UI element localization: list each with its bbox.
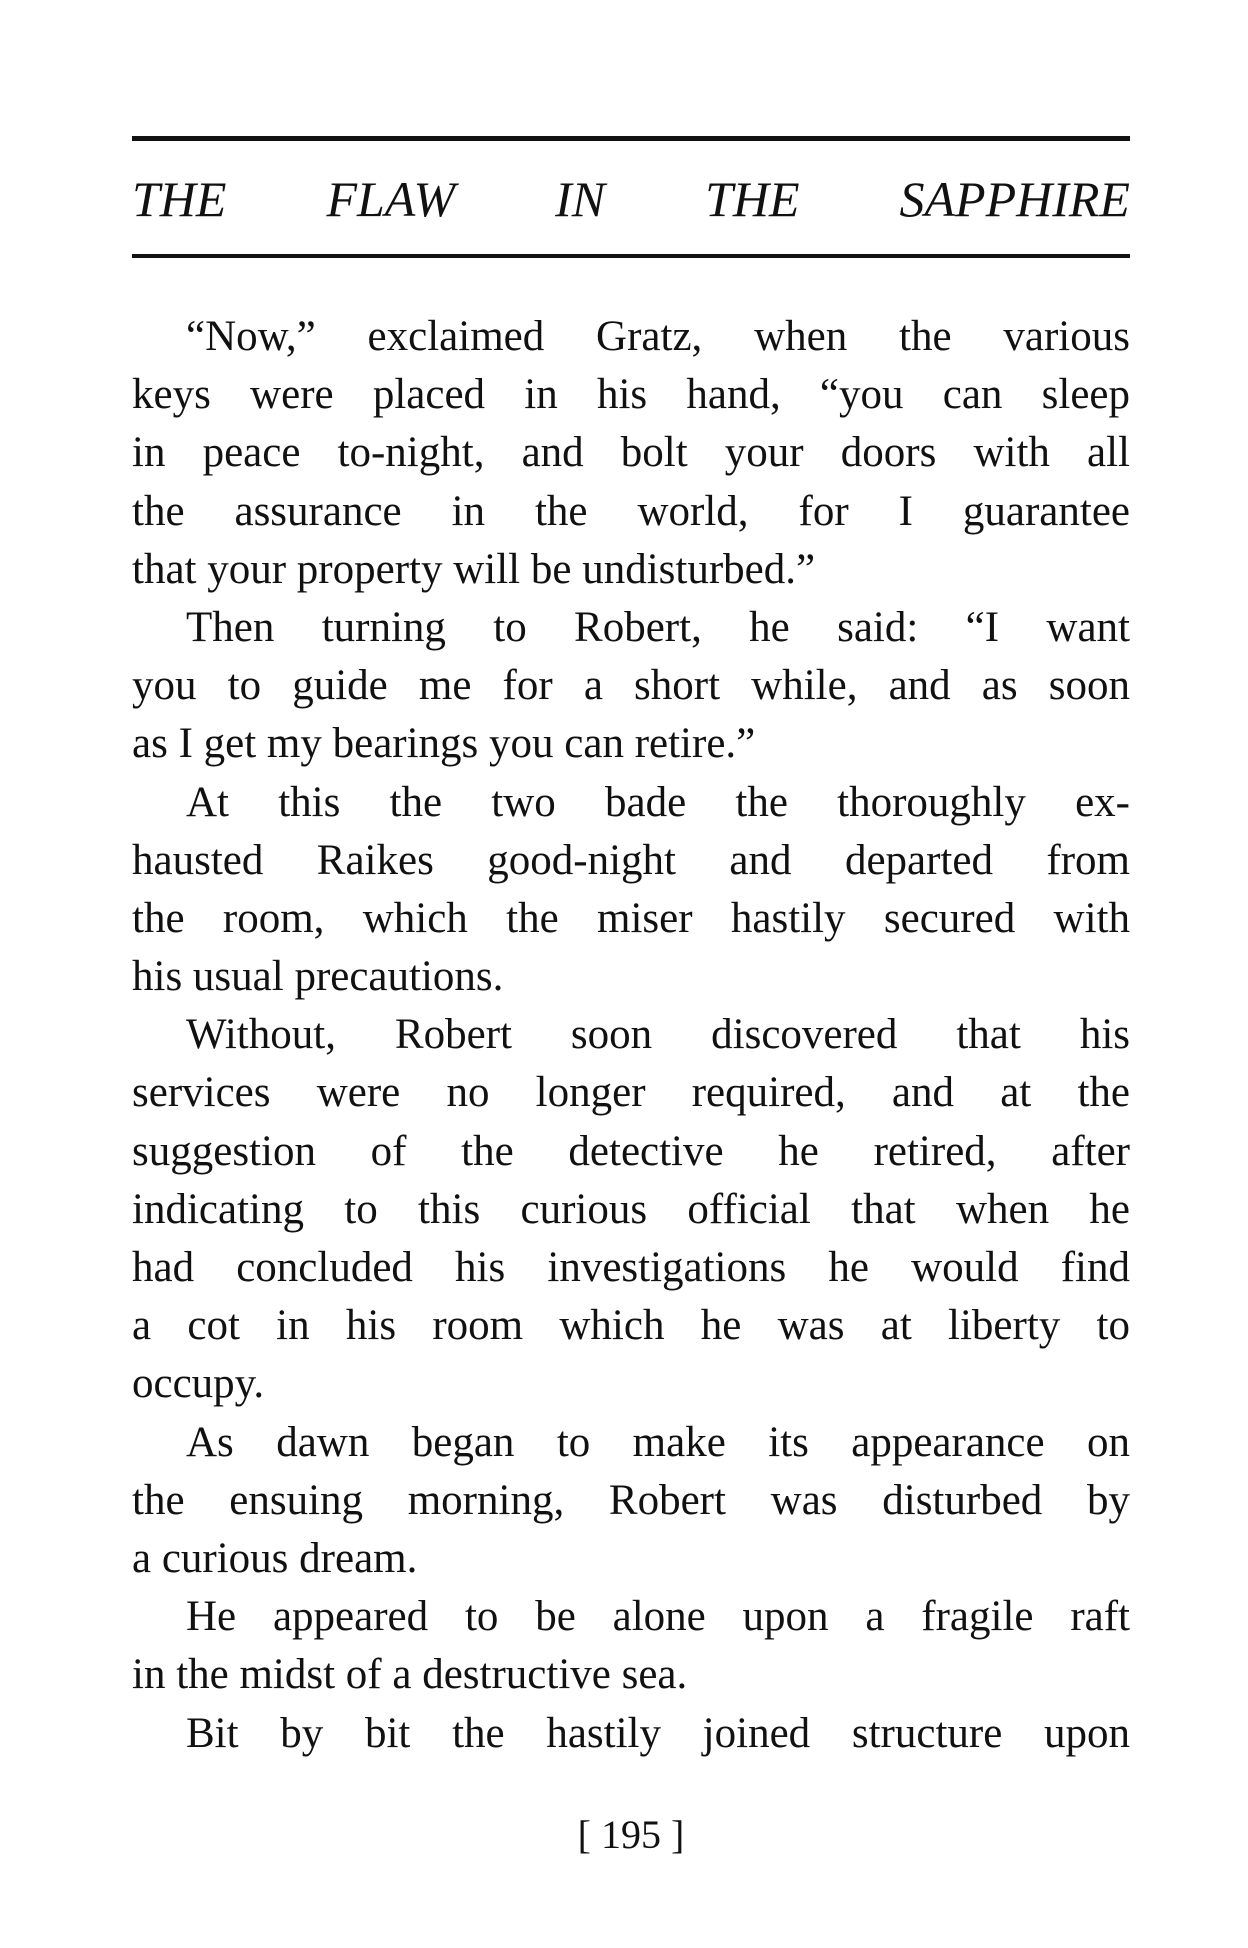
- text-line: as I get my bearings you can retire.”: [132, 720, 756, 768]
- text-line: services were no longer required, and at the: [132, 1069, 1130, 1117]
- text-line: “Now,” exclaimed Gratz, when the various: [186, 313, 1130, 360]
- text-line: As dawn began to make its appearance on: [186, 1418, 1130, 1466]
- text-line: suggestion of the detective he retired, after: [132, 1127, 1130, 1175]
- text-line: that your property will be undisturbed.”: [132, 545, 816, 593]
- running-head-word: FLAW: [326, 171, 456, 227]
- text-line: occupy.: [132, 1360, 265, 1408]
- text-line: in peace to-night, and bolt your doors with all: [132, 429, 1130, 477]
- text-line: the ensuing morning, Robert was disturbed by: [132, 1476, 1130, 1524]
- text-line: Bit by bit the hastily joined structure upon: [186, 1709, 1130, 1757]
- running-head-word: IN: [555, 171, 606, 227]
- header-rule-bottom: [132, 254, 1130, 258]
- text-line: a curious dream.: [132, 1534, 418, 1582]
- running-head-word: SAPPHIRE: [899, 171, 1130, 227]
- text-line: indicating to this curious official that when he: [132, 1185, 1130, 1233]
- text-line: Without, Robert soon discovered that his: [186, 1011, 1130, 1059]
- text-line: you to guide me for a short while, and as soon: [132, 662, 1130, 710]
- text-line: keys were placed in his hand, “you can sleep: [132, 371, 1130, 419]
- text-line: hausted Raikes good-night and departed from: [132, 836, 1130, 884]
- text-line: in the midst of a destructive sea.: [132, 1651, 688, 1699]
- body-text: [132, 308, 1130, 1763]
- running-head-word: THE: [705, 171, 800, 227]
- page-number: [ 195 ]: [577, 1812, 685, 1857]
- text-line: the assurance in the world, for I guarantee: [132, 487, 1130, 535]
- text-line: his usual precautions.: [132, 953, 504, 1001]
- book-page: [132, 0, 1130, 1948]
- text-line: had concluded his investigations he would find: [132, 1244, 1130, 1291]
- header-rule-top: [132, 136, 1130, 141]
- text-line: Then turning to Robert, he said: “I want: [186, 603, 1130, 651]
- running-head-word: THE: [132, 171, 227, 227]
- text-line: the room, which the miser hastily secured with: [132, 894, 1130, 942]
- text-line: At this the two bade the thoroughly ex-: [186, 778, 1130, 826]
- text-line: He appeared to be alone upon a fragile raft: [186, 1593, 1130, 1641]
- running-head: [132, 164, 1130, 234]
- text-line: a cot in his room which he was at liberty to: [132, 1302, 1130, 1350]
